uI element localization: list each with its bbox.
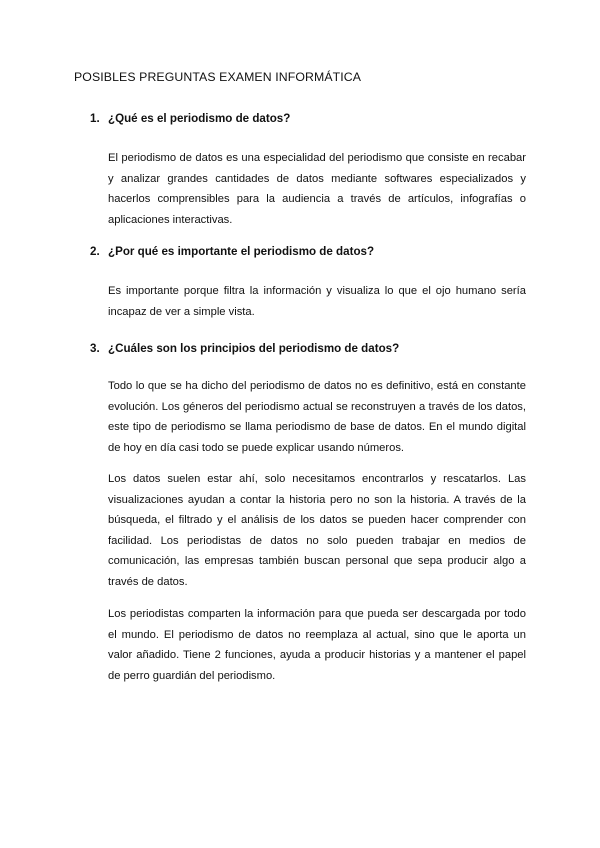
question-heading-1 <box>90 112 290 125</box>
question-text-3: ¿Cuáles son los principios del periodismo de datos? <box>108 342 400 355</box>
answer-paragraph-1: El periodismo de datos es una especialidad del periodismo que consiste en recabar y analizar grandes cantidades de datos mediante softwares especializados y hacerlos comprensibles para la audiencia a través de artículos, infografías o aplicaciones interactivas. <box>108 152 526 226</box>
question-heading-3 <box>90 342 399 355</box>
question-text-1: ¿Qué es el periodismo de datos? <box>108 112 291 125</box>
question-heading-2 <box>90 245 374 258</box>
answer-paragraph-2: Es importante porque filtra la información y visualiza lo que el ojo humano sería incapaz de ver a simple vista. <box>108 285 526 318</box>
question-text-2: ¿Por qué es importante el periodismo de datos? <box>108 245 375 258</box>
answer-paragraph-3c: Los periodistas comparten la información para que pueda ser descargada por todo el mundo. El periodismo de datos no reemplaza al actual, sino que le aporta un valor añadido. Tiene 2 funciones, ayuda a producir historias y a mantener el papel de perro guardián del periodismo. <box>108 608 526 682</box>
answer-paragraph-3a: Todo lo que se ha dicho del periodismo de datos no es definitivo, está en constante evolución. Los géneros del periodismo actual se reconstruyen a través de los datos, este tipo de periodismo se llama periodismo de base de datos. En el mundo digital de hoy en día casi todo se puede explicar usando números. <box>108 380 526 454</box>
question-number-3: 3. <box>90 342 100 355</box>
question-number-2: 2. <box>90 245 100 258</box>
document-title: POSIBLES PREGUNTAS EXAMEN INFORMÁTICA <box>74 70 362 84</box>
question-number-1: 1. <box>90 112 100 125</box>
answer-paragraph-3b: Los datos suelen estar ahí, solo necesitamos encontrarlos y rescatarlos. Las visualizaciones ayudan a contar la historia pero no son la historia. A través de la búsqueda, el filtrado y el análisis de los datos se pueden hacer comprender con facilidad. Los periodistas de datos no solo pueden trabajar en medios de comunicación, las empresas también buscan personal que sepa producir algo a través de datos. <box>108 473 526 588</box>
